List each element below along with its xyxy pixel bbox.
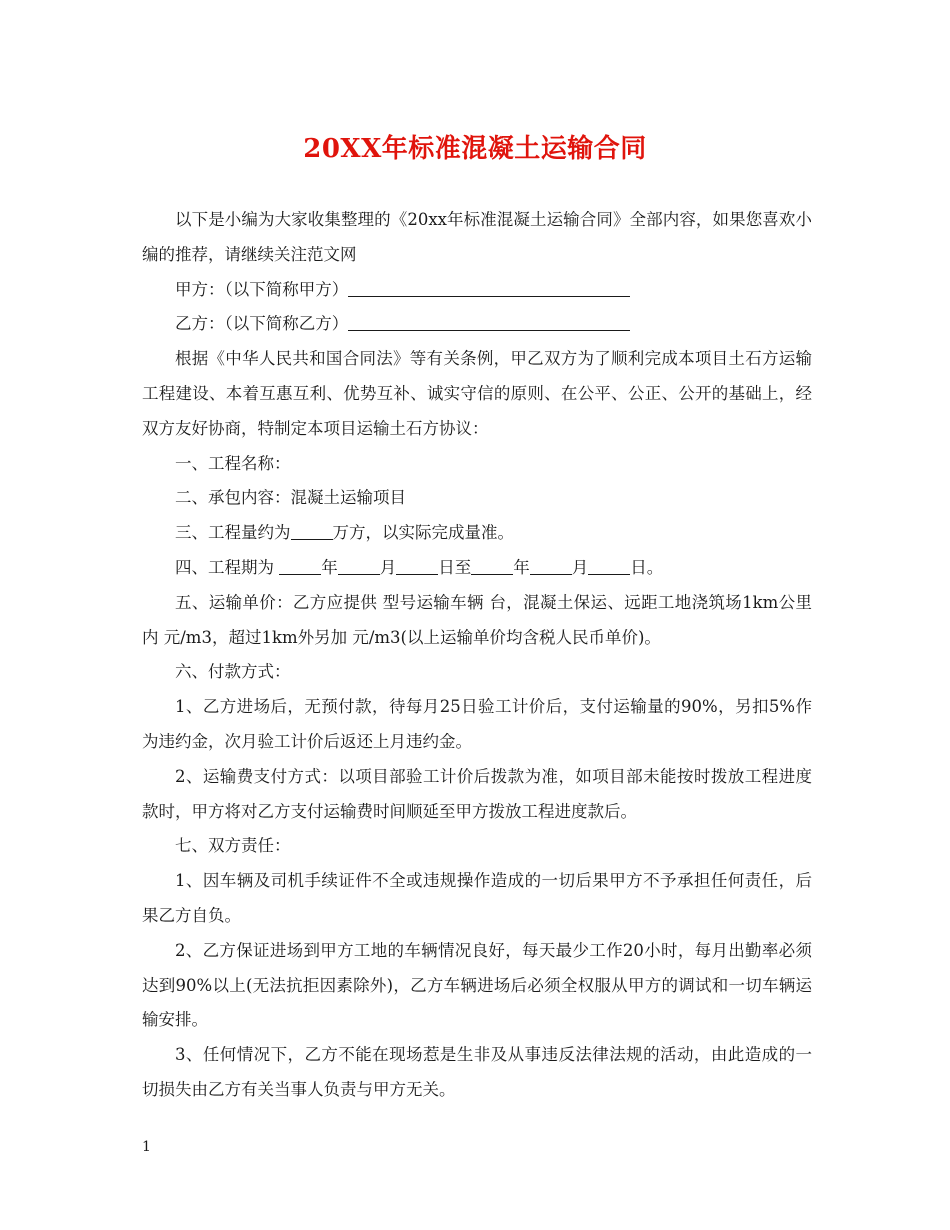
item-6-2-payment-method: 2、运输费支付方式：以项目部验工计价后拨款为准，如项目部未能按时拨放工程进度款时，甲方将对乙方支付运输费时间顺延至甲方拨放工程进度款后。 [142,766,812,821]
end-month-blank [530,557,572,575]
item-7-3-responsibility: 3、任何情况下，乙方不能在现场惹是生非及从事违反法律法规的活动，由此造成的一切损失由乙方有关当事人负责与甲方无关。 [142,1045,812,1099]
item-6-payment: 六、付款方式： [175,662,291,682]
item-4-prefix: 四、工程期为 [175,557,280,577]
party-a-blank [348,279,630,297]
item-7-responsibilities: 七、双方责任： [175,836,291,856]
basis-paragraph: 根据《中华人民共和国合同法》等有关条例，甲乙双方为了顺利完成本项目土石方运输工程建设、本着互惠互利、优势互补、诚实守信的原则、在公平、公正、公开的基础上，经双方友好协商，特制定本项目运输土石方协议： [142,349,812,438]
party-a-label: 甲方：（以下简称甲方） [175,279,349,299]
item-2-contract-scope: 二、承包内容：混凝土运输项目 [175,488,406,508]
quantity-blank [291,523,333,541]
start-year-blank [279,557,321,575]
item-1-project-name: 一、工程名称： [175,453,291,473]
intro-paragraph: 以下是小编为大家收集整理的《20xx年标准混凝土运输合同》全部内容，如果您喜欢小编的推荐，请继续关注范文网 [142,210,812,264]
item-7-1-responsibility: 1、因车辆及司机手续证件不全或违规操作造成的一切后果甲方不予承担任何责任，后果乙方自负。 [142,871,812,925]
end-day-label: 日。 [630,557,664,577]
end-year-blank [471,557,513,575]
party-a-line [142,273,812,308]
start-month-blank [338,557,380,575]
end-year-label: 年 [513,557,530,577]
party-b-blank [348,314,630,332]
end-day-blank [588,557,630,575]
page-number: 1 [142,1139,151,1155]
item-3-suffix: 万方，以实际完成量准。 [332,523,514,543]
document-title: 20XX年标准混凝土运输合同 [303,134,647,164]
start-month-label: 月 [379,557,397,577]
party-b-line [142,307,812,342]
item-5-unit-price: 五、运输单价：乙方应提供 型号运输车辆 台，混凝土保运、远距工地浇筑场1km公里内 元/m3，超过1km外另加 元/m3(以上运输单价均含税人民币单价)。 [142,592,812,647]
start-day-label: 日至 [438,557,472,577]
item-6-1-payment-terms: 1、乙方进场后，无预付款，待每月25日验工计价后，支付运输量的90%，另扣5%作为违约金，次月验工计价后返还上月违约金。 [142,697,812,751]
item-4-period [142,551,812,586]
end-month-label: 月 [571,557,589,577]
item-3-quantity [142,516,812,551]
document-body [142,203,812,1108]
item-7-2-responsibility: 2、乙方保证进场到甲方工地的车辆情况良好，每天最少工作20小时，每月出勤率必须达到90%以上(无法抗拒因素除外)，乙方车辆进场后必须全权服从甲方的调试和一切车辆运输安排。 [142,940,812,1030]
start-day-blank [396,557,438,575]
start-year-label: 年 [321,557,338,577]
party-b-label: 乙方：（以下简称乙方） [175,314,349,334]
item-3-prefix: 三、工程量约为 [175,523,291,543]
